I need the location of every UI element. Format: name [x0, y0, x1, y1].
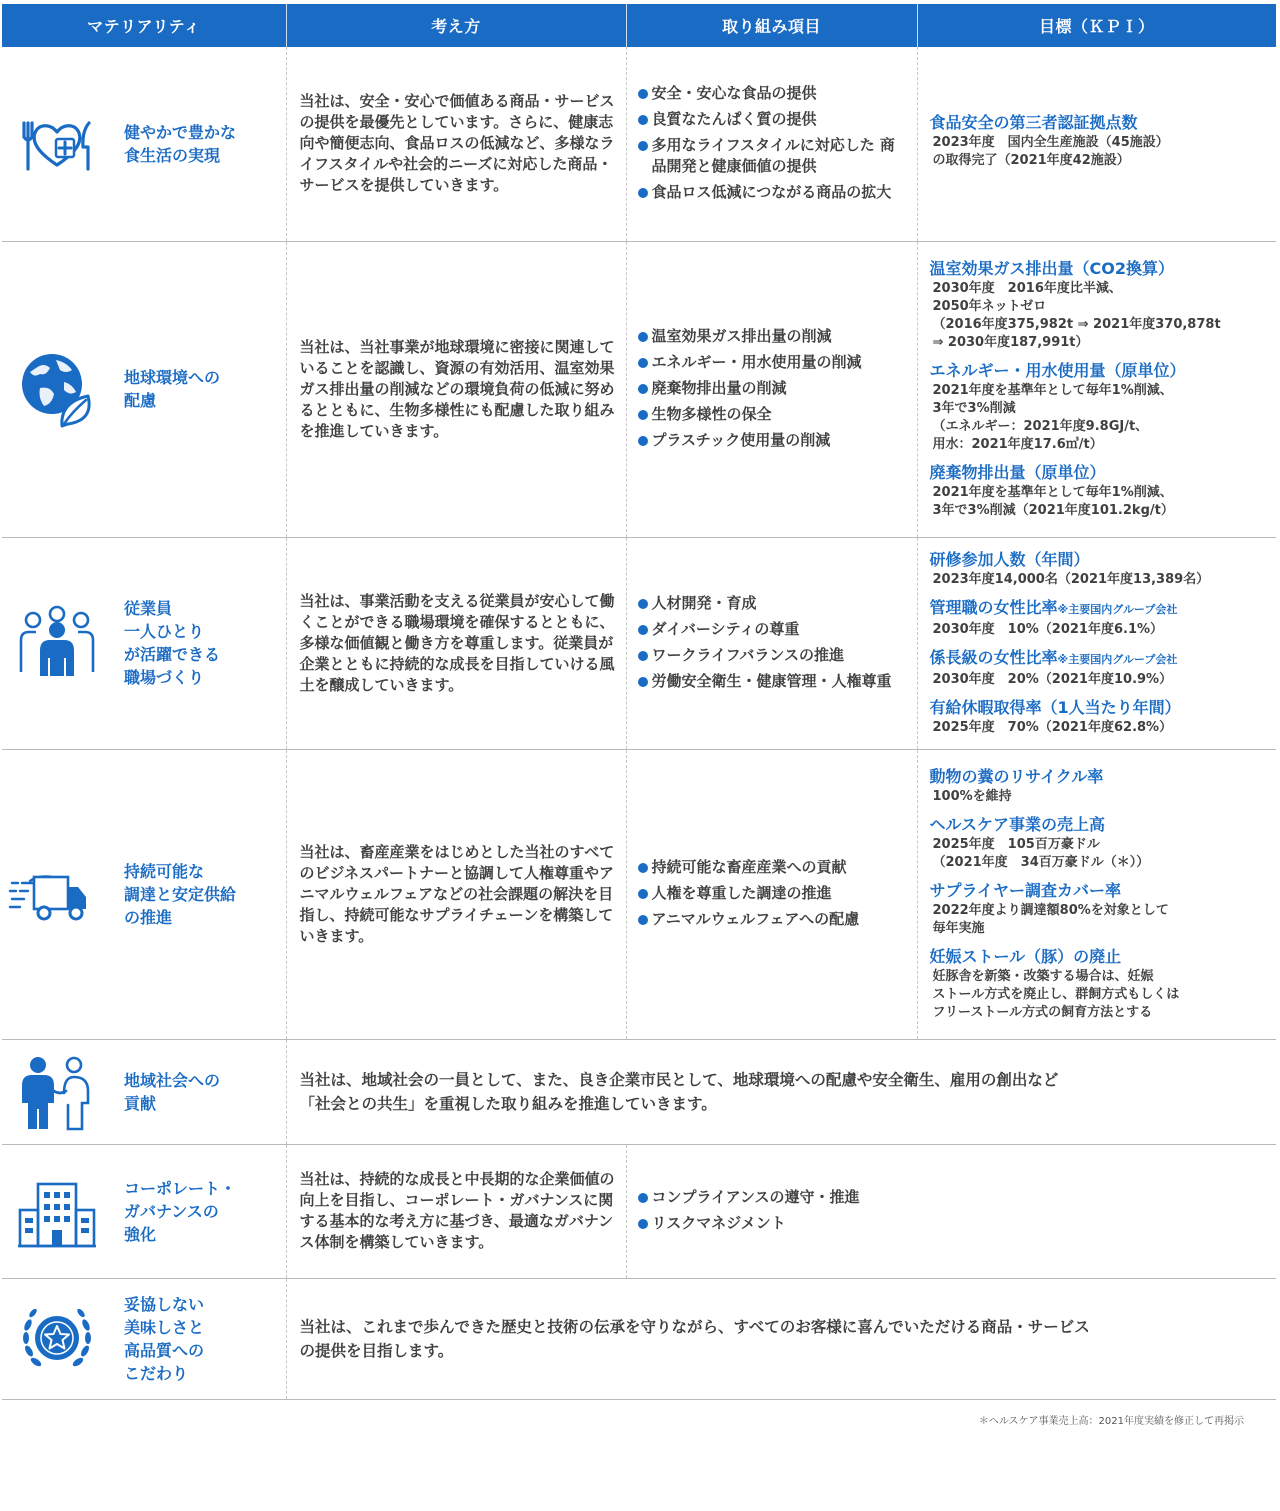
globe-leaf-icon	[16, 348, 98, 430]
people-group-icon	[16, 602, 98, 684]
delivery-truck-icon	[8, 853, 90, 935]
list-item: 人材開発・育成	[637, 593, 909, 614]
kpi-title: 食品安全の第三者認証拠点数	[929, 112, 1138, 132]
list-item: エネルギー・用水使用量の削減	[637, 352, 909, 373]
kpi-detail: 妊豚舎を新築・改築する場合は、妊娠 ストール方式を廃止し、群飼方式もしくは フリーストール方式の飼育方法とする	[932, 969, 1180, 1020]
approach-cell: 当社は、安全・安心で価値ある商品・サービスの提供を最優先としています。さらに、健康志向や簡便志向、食品ロスの低減など、多様なライフスタイルや社会的ニーズに対応した商品・サービスを提供していきます。	[286, 47, 626, 241]
kpi-title: エネルギー・用水使用量（原単位）	[929, 361, 1186, 380]
kpi-note: ※主要国内グループ会社	[1057, 603, 1178, 616]
list-item: 温室効果ガス排出量の削減	[637, 326, 909, 347]
table-row	[2, 1144, 1276, 1278]
items-cell	[626, 749, 917, 1039]
materiality-cell	[2, 1039, 286, 1144]
kpi-detail: 2023年度14,000名（2021年度13,389名）	[932, 572, 1210, 587]
kpi-detail: 2022年度より調達額80%を対象として 毎年実施	[932, 903, 1169, 936]
materiality-cell	[2, 241, 286, 537]
community-people-icon	[16, 1051, 98, 1133]
table-row	[2, 241, 1276, 537]
materiality-cell	[2, 1144, 286, 1278]
items-cell	[626, 47, 917, 241]
approach-cell: 当社は、これまで歩んできた歴史と技術の伝承を守りながら、すべてのお客様に喜んでいただける商品・サービス の提供を目指します。	[286, 1278, 1276, 1399]
kpi-title: 温室効果ガス排出量（CO2換算）	[929, 259, 1174, 278]
materiality-label: 従業員 一人ひとり が活躍できる 職場づくり	[124, 599, 221, 687]
kpi-cell	[917, 749, 1276, 1039]
kpi-detail: 100%を維持	[932, 789, 1012, 804]
list-item: 生物多様性の保全	[637, 404, 909, 425]
materiality-cell	[2, 1278, 286, 1399]
laurel-star-icon	[16, 1298, 98, 1380]
kpi-title: 動物の糞のリサイクル率	[929, 767, 1104, 786]
materiality-label: 妥協しない 美味しさと 高品質への こだわり	[124, 1294, 205, 1383]
list-item: 良質なたんぱく質の提供	[637, 109, 909, 130]
materiality-cell	[2, 537, 286, 749]
list-item: 持続可能な畜産産業への貢献	[637, 857, 909, 878]
header-kpi: 目標（ＫＰＩ）	[917, 4, 1276, 47]
items-cell	[626, 241, 917, 537]
kpi-detail: 2025年度 70%（2021年度62.8%）	[932, 720, 1173, 735]
items-cell	[626, 1144, 1276, 1278]
materiality-table-wrapper	[2, 4, 1276, 1400]
heart-fork-knife-icon	[16, 103, 98, 185]
kpi-title: サプライヤー調査カバー率	[929, 881, 1122, 900]
list-item: ワークライフバランスの推進	[637, 645, 909, 666]
list-item: 食品ロス低減につながる商品の拡大	[637, 182, 909, 203]
kpi-detail: 2030年度 20%（2021年度10.9%）	[932, 672, 1173, 687]
kpi-title: 廃棄物排出量（原単位）	[929, 463, 1106, 482]
approach-cell: 当社は、持続的な成長と中長期的な企業価値の向上を目指し、コーポレート・ガバナンスに関する基本的な考え方に基づき、最適なガバナンス体制を構築していきます。	[286, 1144, 626, 1278]
office-building-icon	[16, 1170, 98, 1252]
kpi-detail: 2021年度を基準年として毎年1%削減、 3年で3%削減（2021年度101.2kg/t）	[932, 485, 1174, 518]
table-row	[2, 1039, 1276, 1144]
kpi-title: 係長級の女性比率※主要国内グループ会社	[929, 648, 1178, 667]
header-approach: 考え方	[286, 4, 626, 47]
approach-cell: 当社は、畜産産業をはじめとした当社のすべてのビジネスパートナーと協調して人権尊重やアニマルウェルフェアなどの社会課題の解決を目指し、持続可能なサプライチェーンを構築していきます。	[286, 749, 626, 1039]
list-item: コンプライアンスの遵守・推進	[637, 1187, 1269, 1208]
kpi-cell	[917, 241, 1276, 537]
kpi-title: 管理職の女性比率※主要国内グループ会社	[929, 598, 1178, 617]
table-row	[2, 1278, 1276, 1399]
kpi-detail: 2025年度 105百万豪ドル （2021年度 34百万豪ドル（＊））	[932, 837, 1150, 870]
materiality-label: 地域社会への 貢献	[124, 1070, 221, 1113]
kpi-cell	[917, 537, 1276, 749]
materiality-table	[2, 4, 1276, 1400]
list-item: 労働安全衛生・健康管理・人権尊重	[637, 671, 909, 692]
list-item: 多用なライフスタイルに対応した 商品開発と健康価値の提供	[637, 135, 909, 177]
kpi-detail: 2023年度 国内全生産施設（45施設） の取得完了（2021年度42施設）	[932, 134, 1169, 168]
approach-cell: 当社は、当社事業が地球環境に密接に関連していることを認識し、資源の有効活用、温室効果ガス排出量の削減などの環境負荷の低減に努めるとともに、生物多様性にも配慮した取り組みを推進していきます。	[286, 241, 626, 537]
materiality-label: 持続可能な 調達と安定供給 の推進	[124, 861, 237, 927]
kpi-cell	[917, 47, 1276, 241]
kpi-title: ヘルスケア事業の売上高	[929, 815, 1106, 834]
items-cell	[626, 537, 917, 749]
materiality-label: 健やかで豊かな 食生活の実現	[124, 122, 237, 165]
table-row	[2, 749, 1276, 1039]
header-items: 取り組み項目	[626, 4, 917, 47]
kpi-detail: 2030年度 2016年度比半減、 2050年ネットゼロ （2016年度375,982t ⇒ 2021年度370,878t ⇒ 2030年度187,991t）	[932, 281, 1221, 350]
list-item: 安全・安心な食品の提供	[637, 83, 909, 104]
materiality-label: 地球環境への 配慮	[124, 368, 221, 410]
kpi-detail: 2030年度 10%（2021年度6.1%）	[932, 622, 1164, 637]
list-item: プラスチック使用量の削減	[637, 430, 909, 451]
materiality-cell	[2, 749, 286, 1039]
table-row	[2, 537, 1276, 749]
kpi-detail: 2021年度を基準年として毎年1%削減、 3年で3%削減 （エネルギー：2021年度9.8GJ/t、 用水：2021年度17.6㎥/t）	[932, 383, 1173, 452]
list-item: 廃棄物排出量の削減	[637, 378, 909, 399]
approach-cell: 当社は、地域社会の一員として、また、良き企業市民として、地球環境への配慮や安全衛生、雇用の創出など 「社会との共生」を重視した取り組みを推進していきます。	[286, 1039, 1276, 1144]
list-item: ダイバーシティの尊重	[637, 619, 909, 640]
table-row	[2, 47, 1276, 241]
list-item: リスクマネジメント	[637, 1213, 1269, 1234]
footnote: ＊ヘルスケア事業売上高：2021年度実績を修正して再掲示	[978, 1416, 1244, 1427]
kpi-title: 研修参加人数（年間）	[929, 550, 1090, 569]
kpi-title: 有給休暇取得率（1人当たり年間）	[929, 698, 1181, 717]
approach-cell: 当社は、事業活動を支える従業員が安心して働くことができる職場環境を確保するとともに、多様な価値観と働き方を尊重します。従業員が企業とともに持続的な成長を目指していける風土を醸成していきます。	[286, 537, 626, 749]
materiality-label: コーポレート・ ガバナンスの 強化	[124, 1178, 237, 1244]
list-item: 人権を尊重した調達の推進	[637, 883, 909, 904]
list-item: アニマルウェルフェアへの配慮	[637, 909, 909, 930]
materiality-cell	[2, 47, 286, 241]
table-header	[2, 4, 1276, 47]
kpi-note: ※主要国内グループ会社	[1057, 653, 1178, 666]
kpi-title: 妊娠ストール（豚）の廃止	[929, 947, 1122, 966]
header-materiality: マテリアリティ	[2, 4, 286, 47]
